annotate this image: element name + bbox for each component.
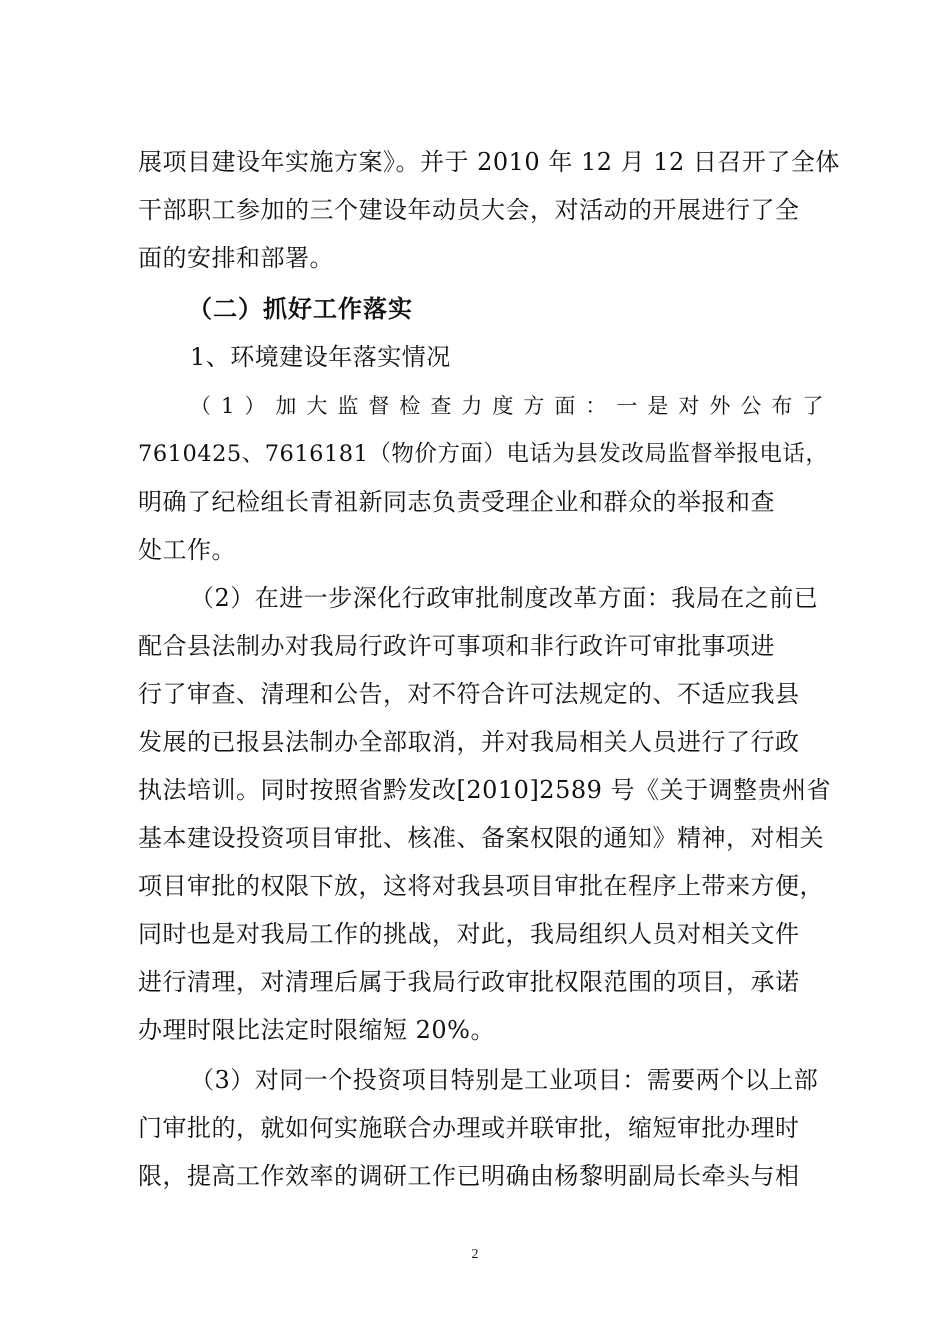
paragraph-line: 限，提高工作效率的调研工作已明确由杨黎明副局长牵头与相 [138,1162,800,1190]
paragraph-line: 面的安排和部署。 [138,244,334,272]
paragraph-line: 7610425、7616181（物价方面）电话为县发改局监督举报电话， [138,441,829,467]
paragraph-line: 干部职工参加的三个建设年动员大会，对活动的开展进行了全 [138,196,800,224]
paragraph-line: 配合县法制办对我局行政许可事项和非行政许可审批事项进 [138,632,775,660]
paragraph-line: 处工作。 [138,536,236,564]
paragraph-line: 项目审批的权限下放，这将对我县项目审批在程序上带来方便， [138,872,824,900]
paragraph-line: 基本建设投资项目审批、核准、备案权限的通知》精神，对相关 [138,824,824,852]
paragraph-line: 办理时限比法定时限缩短 20%。 [138,1016,495,1044]
paragraph-line: 行了审查、清理和公告，对不符合许可法规定的、不适应我县 [138,680,800,708]
subsection-heading: 1、环境建设年落实情况 [190,343,451,371]
paragraph-line: 展项目建设年实施方案》。并于 2010 年 12 月 12 日召开了全体 [138,148,840,176]
paragraph-line: （2）在进一步深化行政审批制度改革方面：我局在之前已 [190,584,819,612]
paragraph-line: 发展的已报县法制办全部取消，并对我局相关人员进行了行政 [138,728,800,756]
paragraph-line: 同时也是对我局工作的挑战，对此，我局组织人员对相关文件 [138,920,800,948]
paragraph-line: 执法培训。同时按照省黔发改[2010]2589 号《关于调整贵州省 [138,776,832,804]
paragraph-line: （3）对同一个投资项目特别是工业项目：需要两个以上部 [190,1066,819,1094]
paragraph-line: （1）加大监督检查力度方面：一是对外公布了 [190,394,834,418]
page-number: 2 [471,1247,479,1262]
paragraph-line: 明确了纪检组长青祖新同志负责受理企业和群众的举报和查 [138,488,775,516]
paragraph-line: 进行清理，对清理后属于我局行政审批权限范围的项目，承诺 [138,968,800,996]
paragraph-line: 门审批的，就如何实施联合办理或并联审批，缩短审批办理时 [138,1114,800,1142]
section-heading: （二）抓好工作落实 [188,294,413,323]
